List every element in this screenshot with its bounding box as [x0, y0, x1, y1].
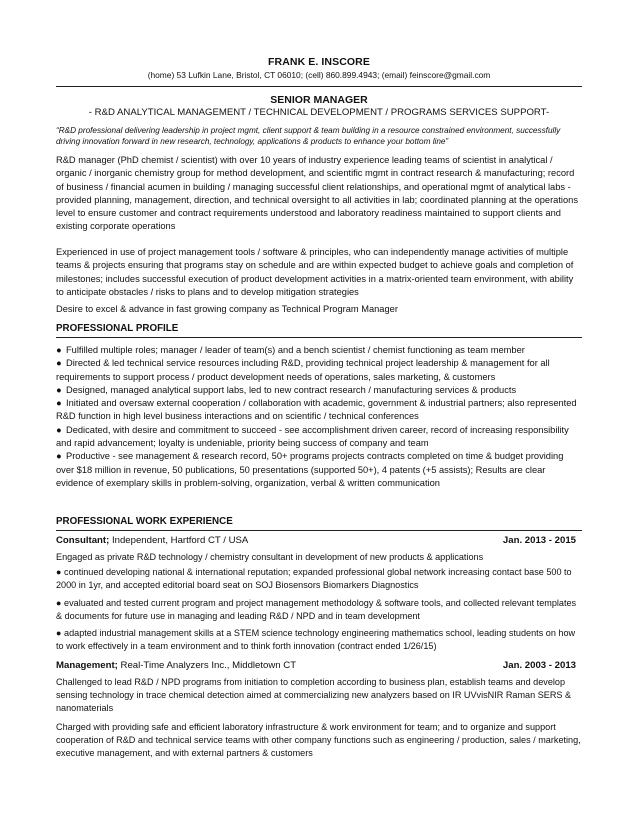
- job-dates: Jan. 2013 - 2015: [502, 535, 576, 546]
- profile-list: [56, 344, 582, 490]
- bullet-icon: ●: [56, 451, 62, 462]
- job-intro: Engaged as private R&D technology / chemistry consultant in development of new products & applications: [56, 552, 484, 562]
- bullet-icon: ●: [56, 384, 62, 395]
- job-org: Independent, Hartford CT / USA: [109, 535, 249, 546]
- headline-tagline: “R&D professional delivering leadership in project mgmt, client support & team building in a resource constrained environment, successfully driving innovation forward in new research, technology, applications & products to enhance your bottom line”: [56, 126, 561, 147]
- job-dates: Jan. 2003 - 2013: [502, 660, 576, 671]
- job-bullet: ● evaluated and tested current program and project management methodology & software tools, and collected relevant templates & documents for future use in managing and leading R&D / NPD and in team development: [56, 598, 577, 622]
- bullet-icon: ●: [56, 598, 62, 608]
- list-item: ● Fulfilled multiple roles; manager / leader of team(s) and a bench scientist / chemist functioning as team member: [56, 344, 582, 357]
- section-heading-profile: PROFESSIONAL PROFILE: [56, 323, 179, 334]
- contact-line: (home) 53 Lufkin Lane, Bristol, CT 06010; (cell) 860.899.4943; (email) feinscore@gmail.com: [147, 70, 491, 80]
- headline-title: SENIOR MANAGER: [270, 94, 368, 106]
- summary-paragraph-3: Desire to excel & advance in fast growing company as Technical Program Manager: [56, 304, 398, 314]
- job-role: Management;: [56, 660, 118, 671]
- bullet-icon: ●: [56, 628, 62, 638]
- list-item: ● Productive - see management & research record, 50+ programs projects contracts completed on time & budget providing over $18 million in revenue, 50 publications, 50 presentations (supported 50+), 4 patents (+5 assists); Results are clear evidence of exemplary skills in problem-solving, organization, verbal & written communication: [56, 451, 564, 488]
- job-header-consultant: [56, 535, 582, 546]
- experience-divider: [56, 530, 582, 531]
- header-divider: [56, 86, 582, 87]
- list-item: ● Dedicated, with desire and commitment to succeed - see accomplishment driven career, record of increasing responsibility and rapid advancement; loyalty is undeniable, priority being success of company and team: [56, 424, 569, 449]
- bullet-icon: ●: [56, 358, 62, 369]
- summary-paragraph-1: R&D manager (PhD chemist / scientist) with over 10 years of industry experience leading teams of scientist in analytical / organic / inorganic chemistry group for method development, and scientific mgmt in contract research & manufacturing; record of business / financial acumen in building / managing successful client relationships, and operational mgmt of analytical labs - provided planning, management, direction, and technical oversight to all activities in lab; coordinated planning at the operations level to ensure customer and contract requirements understood and laboratory readiness maintained to support clients and existing corporate operations: [56, 155, 578, 232]
- bullet-icon: ●: [56, 567, 62, 577]
- candidate-name: FRANK E. INSCORE: [268, 56, 370, 68]
- headline-subtitle: - R&D ANALYTICAL MANAGEMENT / TECHNICAL DEVELOPMENT / PROGRAMS SERVICES SUPPORT-: [88, 107, 550, 118]
- job-role: Consultant;: [56, 535, 110, 546]
- bullet-icon: ●: [56, 398, 62, 409]
- list-item: ● Directed & led technical service resources including R&D, providing technical project leadership & management for all requirements to support process / product development needs of operations, sales marketing, & customers: [56, 358, 550, 382]
- profile-divider: [56, 337, 582, 338]
- job-org: Real-Time Analyzers Inc., Middletown CT: [117, 660, 297, 671]
- list-item: ● Designed, managed analytical support labs, led to new contract research / manufacturing services & products: [56, 384, 582, 397]
- job-paragraph-2: Charged with providing safe and efficient laboratory infrastructure & work environment for team; and to organize and support cooperation of R&D and technical service teams with other company functions such as engineering / production, sales / marketing, executive management, and with external partners & customers: [56, 722, 581, 759]
- bullet-icon: ●: [56, 345, 62, 355]
- summary-paragraph-2: Experienced in use of project management tools / software & principles, who can independently manage activities of multiple teams & projects ensuring that programs stay on schedule and are within expected budget to achieve goals and completion of milestones; includes successful execution of product development activities in a matrix-oriented team environment, with ability to anticipate obstacles / risks to plans and to develop mitigation strategies: [56, 247, 574, 297]
- list-item: ● Initiated and oversaw external cooperation / collaboration with academic, government & industrial partners; also represented R&D function in high level business interactions and on scientific / technical conferences: [56, 398, 577, 422]
- bullet-icon: ●: [56, 424, 62, 435]
- section-heading-experience: PROFESSIONAL WORK EXPERIENCE: [56, 516, 233, 527]
- job-bullet: ● continued developing national & international reputation; expanded professional global network increasing contact base 500 to 2000 in 1yr, and accepted editorial board seat on SOJ Biosensors Biomarkers Diagnostics: [56, 567, 572, 591]
- job-bullet: ● adapted industrial management skills at a STEM science technology engineering mathematics school, leading students on how to work effectively in a team environment and to think forth innovation (contract ended 1/26/15): [56, 628, 576, 652]
- job-paragraph-1: Challenged to lead R&D / NPD programs from initiation to completion according to business plan, establish teams and develop sensing technology in trace chemical detection aimed at commercializing new analyzers based on IR UVvisNIR Raman SERS & nanomaterials: [56, 677, 572, 714]
- job-header-management: [56, 660, 582, 671]
